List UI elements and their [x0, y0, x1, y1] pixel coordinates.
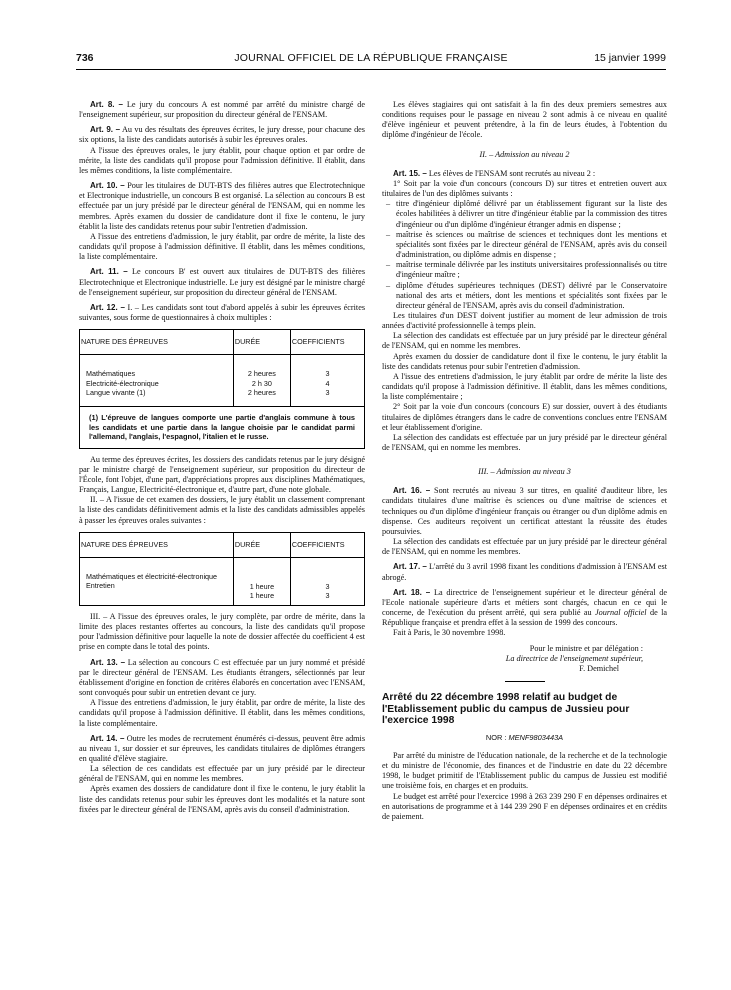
table-footnote: (1) L'épreuve de langues comporte une partie d'anglais commune à tous les candidats et une partie dans la langue choisie par le candidat parmi l'allemand, l'anglais, l'espagnol, l'italien et le russe. [80, 406, 365, 448]
article-14: Art. 14. – Outre les modes de recrutement énumérés ci-dessus, peuvent être admis au niveau 1, sur dossier et sur épreuves, les candidats titulaires de diplômes étrangers en qualité d'élève stagiaire. [79, 733, 366, 763]
article-9: Art. 9. – Au vu des résultats des épreuves écrites, le jury dresse, pour chacune des six options, la liste des candidats autorisés à subir les épreuves orales. [79, 125, 365, 145]
list-item: – maîtrise terminale délivrée par les instituts universitaires professionnalisés ou titre d'ingénieur maître ; [396, 260, 667, 280]
article-9-p2: A l'issue des épreuves orales, le jury établit, pour chaque option et par ordre de mérite, la liste des candidats qu'il propose pour l'admission définitive. Il établit, dans les mêmes conditions, la liste complémentaire. [79, 145, 365, 175]
table-cell: Langue vivante (1) [86, 388, 146, 398]
table-cell: 2 heures [247, 388, 276, 398]
page-header [76, 52, 666, 68]
article-10: Art. 10. – Pour les titulaires de DUT-BTS des filières autres que Electrotechnique et Electronique industrielle, un concours B est organisé. La sélection au concours B est effectuée par un jury présidé par le directeur général de l'ENSAM, qui en nomme les membres. Après examen du dossier de candidature dont il fixe le contenu, le jury établit la liste des candidats retenus pour subir l'entretien d'admission. [79, 181, 366, 231]
signature-line-2: La directrice de l'enseignement supérieur, [505, 653, 643, 663]
done-at: Fait à Paris, le 30 novembre 1998. [393, 628, 506, 638]
paragraph: La sélection des candidats est effectuée par un jury présidé par le directeur général de l'ENSAM, qui en nomme les membres. [382, 432, 667, 452]
list-item: – titre d'ingénieur diplômé délivré par un établissement figurant sur la liste des écoles habilitées à délivrer un titre d'ingénieur établie par la commission des titres d'ingénieur ou d'un diplôme d'ingénieur étranger admis en dispense ; [396, 199, 667, 229]
article-13: Art. 13. – La sélection au concours C est effectuée par un jury nommé et présidé par le directeur général de l'ENSAM. Les étudiants étrangers, sélectionnés par leur établissement d'origine en fonction de critères élaborés en concertation avec l'ENSAM, sont convoqués pour subir un entretien devant ce jury. [79, 657, 366, 698]
table-cell: 3 [325, 388, 330, 398]
table-header: NATURE DES ÉPREUVES [80, 532, 234, 557]
left-column [79, 100, 365, 815]
section-heading: III. – Admission au niveau 3 [478, 467, 571, 477]
table-cell: Entretien [86, 581, 115, 591]
diploma-list [382, 199, 667, 311]
paragraph: Par arrêté du ministre de l'éducation nationale, de la recherche et de la technologie et du ministre de l'économie, des finances et de l'industrie en date du 22 décembre 1998, le budget primitif de l'Etablissement public du campus de Jussieu est modifié une troisième fois, en charges et en produits. [382, 750, 667, 791]
table-cell: 1 heure [249, 591, 275, 601]
table-cell: Mathématiques et électricité-électronique [86, 571, 218, 581]
decree-title: Arrêté du 22 décembre 1998 relatif au budget de l'Etablissement public du campus de Jussieu pour l'exercice 1998 [382, 691, 630, 727]
journal-title: JOURNAL OFFICIEL DE LA RÉPUBLIQUE FRANÇAISE [234, 52, 508, 64]
paragraph: Les titulaires d'un DEST doivent justifier au moment de leur admission de trois années d'activité professionnelle à temps plein. [382, 310, 667, 331]
list-item: – diplôme d'études supérieures techniques (DEST) délivré par le Conservatoire national des arts et métiers, dont les mentions et spécialités sont fixées par le directeur général de l'ENSAM, après avis du conseil d'administration. [396, 281, 667, 311]
right-column [382, 100, 667, 822]
header-rule [76, 69, 666, 70]
paragraph: Les élèves stagiaires qui ont satisfait à la fin des deux premiers semestres aux conditions requises pour le passage en niveau 2 sont admis à ce niveau en qualité d'élève ingénieur et peuvent prétendre, à la fin de leurs études, à l'obtention du diplôme d'ingénieur de l'école. [382, 100, 667, 140]
article-14-p2: La sélection de ces candidats est effectuée par un jury présidé par le directeur général de l'ENSAM, qui en nomme les membres. [79, 764, 365, 784]
table-row [80, 355, 365, 407]
table-row [80, 557, 365, 605]
article-15: Art. 15. – Les élèves de l'ENSAM sont recrutés au niveau 2 : [393, 168, 596, 178]
list-item: – maîtrise ès sciences ou maîtrise de sciences et techniques dont les mentions et spécialités sont fixées par le directeur général de l'ENSAM, après avis du conseil d'administration, ou diplôme admis en dispense ; [396, 230, 667, 260]
table-cell: Mathématiques [86, 369, 136, 379]
issue-date: 15 janvier 1999 [594, 52, 666, 64]
signature-line-1: Pour le ministre et par délégation : [529, 643, 643, 653]
article-17: Art. 17. – L'arrêté du 3 avril 1998 fixant les conditions d'admission à l'ENSAM est abrogé. [382, 562, 667, 582]
table-cell: 3 [325, 369, 330, 379]
article-13-p2: A l'issue des entretiens d'admission, le jury établit, par ordre de mérite, la liste des candidats qu'il propose à l'admission définitive. Il établit, dans les mêmes conditions, la liste complémentaire. [79, 698, 365, 728]
page-number: 736 [76, 52, 94, 64]
paragraph: III. – A l'issue des épreuves orales, le jury complète, par ordre de mérite, dans la limite des places restantes offertes au concours, la liste des candidats qu'il propose pour l'admission définitive pour laquelle la note de dossier affectée du coefficient 4 est prise en compte dans le total des points. [79, 611, 365, 652]
table-cell: 4 [325, 378, 330, 388]
paragraph: 1° Soit par la voie d'un concours (concours D) sur titres et entretien ouvert aux titulaires de l'un des diplômes suivants : [382, 178, 667, 199]
paragraph: II. – A l'issue de cet examen des dossiers, le jury établit un classement comprenant la liste des candidats définitivement admis et la liste des candidats admissibles appelés à passer les épreuves orales suivantes : [79, 495, 365, 525]
nor-reference: NOR : MENF9803443A [485, 732, 564, 742]
table-cell: 3 [325, 581, 330, 591]
article-11: Art. 11. – Le concours B' est ouvert aux titulaires de DUT-BTS des filières Electrotechnique et Electronique industrielle. Le jury est désigné par le ministre chargé de l'enseignement supérieur, sur proposition du directeur général de l'ENSAM. [79, 267, 365, 297]
article-12: Art. 12. – I. – Les candidats sont tout d'abord appelés à subir les épreuves écrites suivantes, sous forme de questionnaires à choix multiples : [79, 302, 366, 322]
article-14-p3: Après examen des dossiers de candidature dont il fixe le contenu, le jury établit la liste des candidats retenus pour subir les épreuves dont les modalités et la nature sont fixées par le directeur général de l'ENSAM, après avis du conseil d'administration. [79, 784, 365, 814]
table-cell: 3 [325, 591, 330, 601]
table-header: COEFFICIENTS [290, 330, 364, 355]
article-8: Art. 8. – Le jury du concours A est nommé par arrêté du ministre chargé de l'enseignement supérieur, sur proposition du directeur général de l'ENSAM. [79, 100, 366, 120]
table-cell: 2 h 30 [251, 378, 272, 388]
table-header: DURÉE [233, 330, 290, 355]
paragraph: Le budget est arrêté pour l'exercice 1998 à 263 239 290 F en dépenses ordinaires et en autorisations de programme et à 144 239 290 F en dépenses ordinaires et en crédits de paiement. [382, 791, 667, 821]
table-header: DURÉE [233, 532, 290, 557]
section-heading: II. – Admission au niveau 2 [479, 149, 570, 159]
oral-exams-table [79, 532, 365, 606]
table-header: NATURE DES ÉPREUVES [80, 330, 234, 355]
paragraph: 2° Soit par la voie d'un concours (concours E) sur dossier, ouvert à des étudiants titulaires de diplômes étrangers dans le cadre de conventions conclues entre l'ENSAM et leur établissement d'origine. [382, 402, 667, 432]
paragraph: A l'issue des entretiens d'admission, le jury établit par ordre de mérite la liste des candidats qu'il propose à l'admission définitive. Il établit, dans les mêmes conditions, la liste complémentaire ; [382, 371, 667, 402]
paragraph: La sélection des candidats est effectuée par un jury présidé par le directeur général de l'ENSAM, qui en nomme les membres. [382, 331, 667, 351]
article-16: Art. 16. – Sont recrutés au niveau 3 sur titres, en qualité d'auditeur libre, les candidats titulaires d'une maîtrise ès sciences ou d'une maîtrise de sciences et techniques ou d'un diplôme d'ingénieur français ou étranger ou d'un diplôme admis en dispense. Ces auditeurs reçoivent un certificat attestant la réussite des études poursuivies. [382, 486, 668, 536]
table-cell: Electricité-électronique [86, 378, 159, 388]
written-exams-table [79, 329, 365, 449]
table-cell: 2 heures [247, 369, 276, 379]
article-18: Art. 18. – La directrice de l'enseignement supérieur et le directeur général de l'Ecole nationale supérieure d'arts et métiers sont chargés, chacun en ce qui le concerne, de l'exécution du présent arrêté, qui sera publié au Journal officiel de la République française et prendra effet à la session de 1999 des concours. [382, 587, 668, 628]
paragraph: Au terme des épreuves écrites, les dossiers des candidats retenus par le jury désigné par le ministre chargé de l'enseignement supérieur, sur proposition du directeur de l'École, font l'objet, d'une part, d'appréciations propres aux disciplines Mathématiques, Français, Langue, Electricité-électronique et, d'autre part, d'une note globale. [79, 454, 365, 495]
paragraph: Après examen du dossier de candidature dont il fixe le contenu, le jury établit la liste des candidats retenus pour subir l'entretien d'admission. [382, 351, 667, 371]
article-10-p2: A l'issue des entretiens d'admission, le jury établit, par ordre de mérite, la liste des candidats qu'il propose à l'admission définitive. Il établit, dans les mêmes conditions, la liste complémentaire. [79, 231, 365, 262]
signature-name: F. Demichel [579, 663, 619, 673]
table-header: COEFFICIENTS [290, 532, 364, 557]
paragraph: La sélection des candidats est effectuée par un jury présidé par le directeur général de l'ENSAM, qui en nomme les membres. [382, 537, 667, 557]
separator-rule [505, 681, 545, 682]
table-cell: 1 heure [249, 581, 275, 591]
